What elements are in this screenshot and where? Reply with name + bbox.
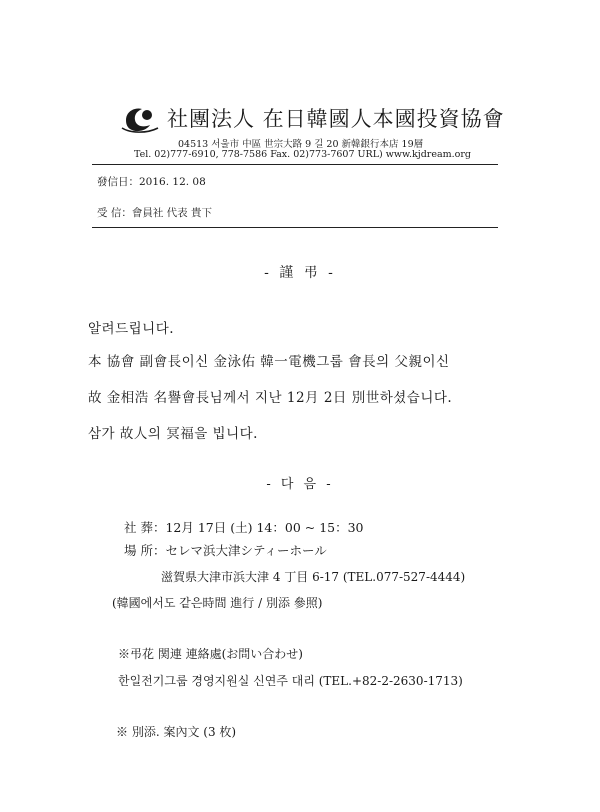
funeral-venue: 場 所：セレマ浜大津シティーホール xyxy=(124,543,327,558)
organization-contact: Tel. 02)777-6910, 778-7586 Fax. 02)773-7607 URL) www.kjdream.org xyxy=(134,149,471,160)
venue-address: 滋賀県大津市浜大津 4 丁目 6-17 (TEL.077-527-4444) xyxy=(161,570,466,584)
document-title: - 謹 弔 - xyxy=(264,265,336,281)
recipient: 受 信：會員社 代表 貴下 xyxy=(97,207,213,219)
attachment-note: ※ 別添. 案內文 (3 枚) xyxy=(116,725,237,739)
issue-date: 發信日：2016. 12. 08 xyxy=(97,176,206,188)
schedule-note: (韓國에서도 같은時間 進行 / 別添 參照) xyxy=(112,596,323,610)
organization-address: 04513 서울市 中區 世宗大路 9 길 20 新韓銀行本店 19層 xyxy=(178,139,424,150)
header-divider xyxy=(92,164,498,165)
flowers-contact: 한일전기그룹 경영지원실 신연주 대리 (TEL.+82-2-2630-1713) xyxy=(118,674,463,688)
funeral-schedule: 社 葬：12月 17日 (土) 14：00 ~ 15：30 xyxy=(124,520,364,535)
body-line-2: 故 金相浩 名譽會長님께서 지난 12月 2日 別世하셨습니다. xyxy=(88,390,453,406)
section-heading: - 다 음 - xyxy=(266,477,334,492)
greeting: 알려드립니다. xyxy=(88,321,175,337)
body-line-3: 삼가 故人의 冥福을 빕니다. xyxy=(88,426,258,442)
organization-name: 社團法人 在日韓國人本國投資協會 xyxy=(167,107,505,131)
flowers-contact-label: ※弔花 関連 連絡處(お問い合わせ) xyxy=(118,647,303,661)
meta-divider xyxy=(92,227,498,228)
body-line-1: 本 協會 副會長이신 金泳佑 韓一電機그룹 會長의 父親이신 xyxy=(88,354,450,370)
association-logo-icon xyxy=(120,104,160,134)
